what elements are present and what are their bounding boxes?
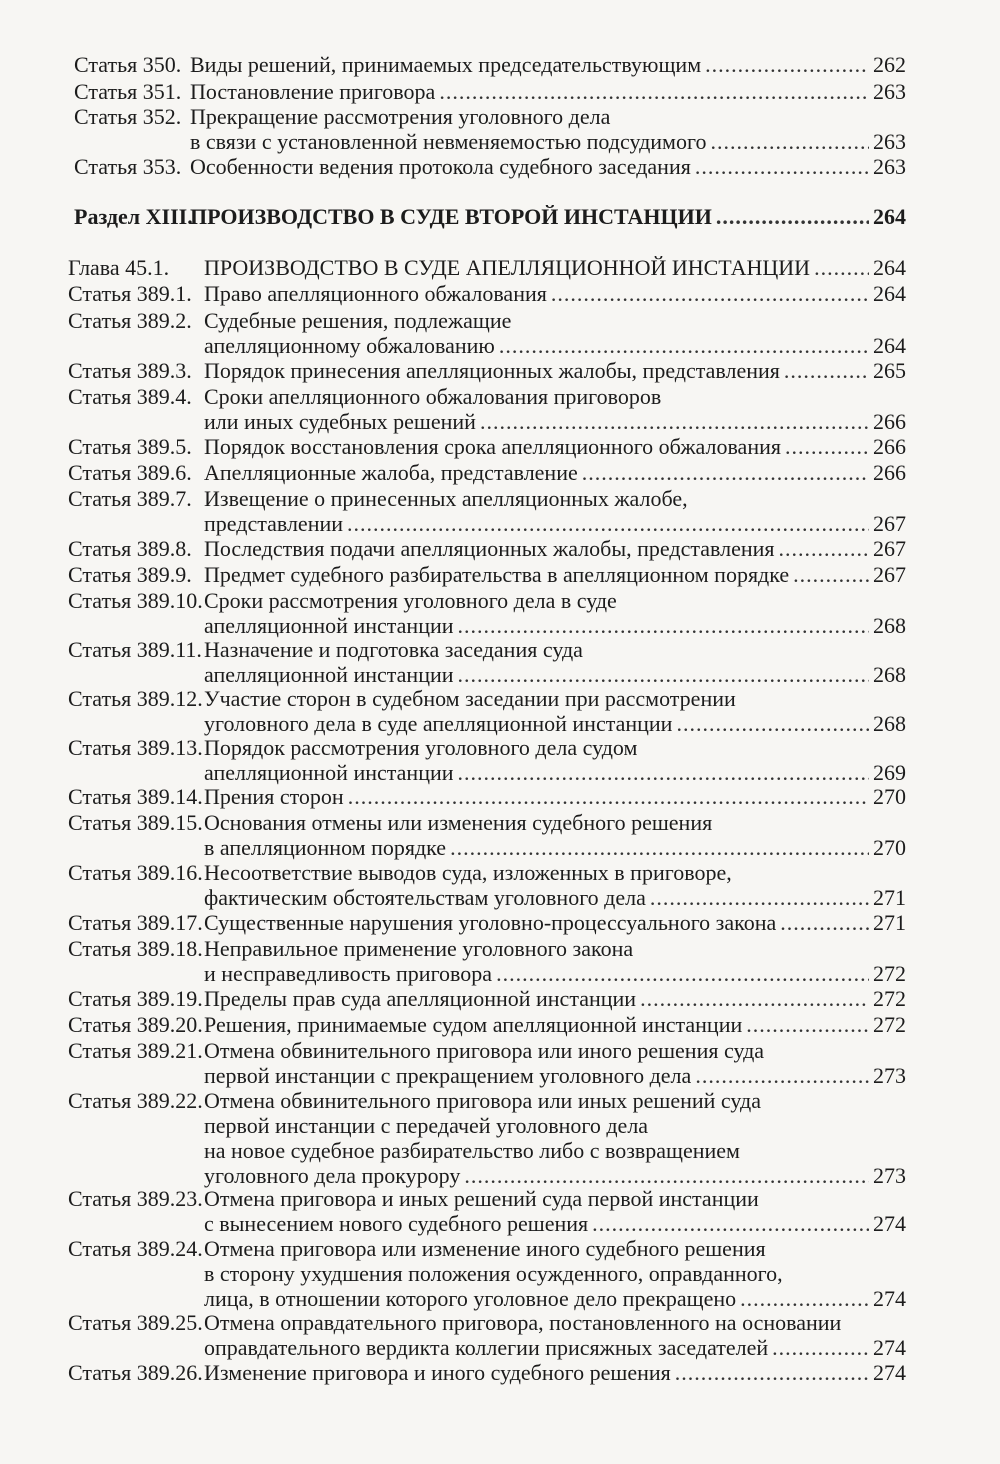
page-number: 267 — [873, 536, 906, 561]
entry-label: Статья 389.8. — [68, 536, 192, 561]
page-number: 274 — [873, 1360, 906, 1385]
entry-title-line — [190, 154, 906, 179]
dot-leader — [695, 154, 869, 179]
page-number: 265 — [873, 358, 906, 383]
page-number: 264 — [873, 333, 906, 358]
entry-title-text: Существенные нарушения уголовно-процессуального закона — [204, 910, 777, 935]
entry-title-text: ПРОИЗВОДСТВО В СУДЕ АПЕЛЛЯЦИОННОЙ ИНСТАНЦИИ — [204, 255, 811, 280]
entry-title-text: апелляционному обжалованию — [204, 333, 495, 358]
entry-title-line — [204, 986, 906, 1011]
entry-title-text: оправдательного вердикта коллегии присяжных заседателей — [204, 1335, 769, 1360]
entry-title-text: уголовного дела прокурору — [204, 1163, 461, 1188]
toc-entry — [68, 486, 906, 536]
entry-title-line — [204, 1012, 906, 1037]
page-number: 266 — [873, 409, 906, 434]
entry-label: Статья 389.11. — [68, 637, 202, 662]
dot-leader — [746, 1012, 869, 1037]
page-number: 264 — [873, 281, 906, 306]
entry-title — [204, 460, 906, 485]
dot-leader — [705, 52, 869, 77]
entry-label: Статья 389.21. — [68, 1038, 203, 1063]
page-number: 274 — [873, 1286, 906, 1311]
entry-title-text: Судебные решения, подлежащие — [204, 308, 512, 333]
entry-title-line — [190, 52, 906, 77]
entry-title — [204, 562, 906, 587]
entry-label: Статья 352. — [74, 104, 182, 129]
entry-label: Статья 389.6. — [68, 460, 192, 485]
entry-label: Статья 389.23. — [68, 1186, 203, 1211]
entry-title — [204, 735, 906, 785]
page-number: 272 — [873, 961, 906, 986]
toc-entry — [68, 536, 906, 561]
entry-title-text: Решения, принимаемые судом апелляционной инстанции — [204, 1012, 743, 1037]
dot-leader — [458, 613, 869, 638]
dot-leader — [814, 255, 869, 280]
toc-entry — [68, 686, 906, 736]
entry-title — [204, 255, 906, 280]
entry-title-line — [204, 588, 906, 613]
entry-title-line — [204, 810, 906, 835]
dot-leader — [779, 536, 870, 561]
entry-title-line — [204, 308, 906, 333]
entry-title-text: Неправильное применение уголовного закона — [204, 936, 634, 961]
entry-title-line — [204, 760, 906, 785]
entry-title-line — [204, 835, 906, 860]
entry-title-line — [204, 1088, 906, 1113]
entry-title-line — [204, 1286, 906, 1311]
entry-title-line — [190, 104, 906, 129]
entry-title-line — [204, 1186, 906, 1211]
entry-label: Статья 389.3. — [68, 358, 192, 383]
dot-leader — [675, 1360, 869, 1385]
page-number: 273 — [873, 1063, 906, 1088]
entry-title-text: ПРОИЗВОДСТВО В СУДЕ ВТОРОЙ ИНСТАНЦИИ — [190, 204, 712, 229]
entry-title-line — [204, 409, 906, 434]
entry-title-line — [204, 1335, 906, 1360]
entry-title — [204, 536, 906, 561]
entry-title-line — [204, 255, 906, 280]
toc-entry — [68, 860, 906, 910]
dot-leader — [551, 281, 869, 306]
entry-label: Статья 389.15. — [68, 810, 203, 835]
entry-label: Статья 389.16. — [68, 860, 203, 885]
entry-label: Статья 389.5. — [68, 434, 192, 459]
entry-title-text: Отмена приговора или изменение иного судебного решения — [204, 1236, 766, 1261]
entry-title-line — [204, 686, 906, 711]
entry-title-line — [204, 735, 906, 760]
toc-entry — [68, 460, 906, 485]
entry-title-text: Отмена оправдательного приговора, постановленного на основании — [204, 1310, 842, 1335]
entry-title-text: первой инстанции с передачей уголовного дела — [204, 1113, 649, 1138]
dot-leader — [458, 662, 869, 687]
toc-entry — [68, 1038, 906, 1088]
entry-title-line — [204, 1163, 906, 1188]
entry-title-line — [204, 860, 906, 885]
entry-title — [190, 52, 906, 77]
entry-title-line — [204, 1211, 906, 1236]
entry-title-text: Сроки апелляционного обжалования приговоров — [204, 384, 662, 409]
entry-label: Статья 350. — [74, 52, 182, 77]
dot-leader — [439, 79, 869, 104]
entry-title-line — [204, 662, 906, 687]
page-number: 266 — [873, 434, 906, 459]
entry-title — [204, 860, 906, 910]
page-number: 271 — [873, 910, 906, 935]
dot-leader — [458, 760, 869, 785]
toc-entry — [68, 434, 906, 459]
entry-title-line — [204, 460, 906, 485]
entry-title — [204, 1088, 906, 1188]
entry-label: Статья 389.20. — [68, 1012, 203, 1037]
entry-title-text: Виды решений, принимаемых председательствующим — [190, 52, 702, 77]
dot-leader — [480, 409, 869, 434]
entry-title-line — [204, 434, 906, 459]
entry-title — [204, 1360, 906, 1385]
entry-label: Статья 389.10. — [68, 588, 203, 613]
toc-entry — [74, 104, 906, 154]
toc-entry — [74, 52, 906, 77]
entry-title-text: апелляционной инстанции — [204, 613, 454, 638]
page-number: 269 — [873, 760, 906, 785]
toc-entry — [68, 986, 906, 1011]
entry-label: Статья 389.25. — [68, 1310, 203, 1335]
entry-title-line — [204, 961, 906, 986]
page-number: 264 — [873, 255, 906, 280]
page-number: 271 — [873, 885, 906, 910]
page-number: 263 — [873, 79, 906, 104]
entry-title — [204, 384, 906, 434]
entry-title-text: Право апелляционного обжалования — [204, 281, 547, 306]
toc-entry — [68, 281, 906, 306]
entry-title-text: Прекращение рассмотрения уголовного дела — [190, 104, 611, 129]
entry-title-line — [204, 486, 906, 511]
page-number: 273 — [873, 1163, 906, 1188]
toc-entry — [68, 735, 906, 785]
entry-title-line — [204, 637, 906, 662]
entry-title — [204, 910, 906, 935]
page-number: 266 — [873, 460, 906, 485]
entry-title-line — [204, 711, 906, 736]
toc-entry — [68, 255, 906, 280]
entry-title-line — [204, 1261, 906, 1286]
entry-label: Глава 45.1. — [68, 255, 170, 280]
entry-title — [204, 1186, 906, 1236]
toc-entry — [68, 810, 906, 860]
entry-title-text: Порядок восстановления срока апелляционного обжалования — [204, 434, 781, 459]
page-number: 270 — [873, 835, 906, 860]
entry-title-text: или иных судебных решений — [204, 409, 476, 434]
entry-label: Статья 389.12. — [68, 686, 203, 711]
entry-title-line — [204, 1360, 906, 1385]
toc-entry — [68, 1186, 906, 1236]
dot-leader — [348, 784, 869, 809]
entry-title-text: Отмена обвинительного приговора или иных решений суда — [204, 1088, 761, 1113]
dot-leader — [650, 885, 869, 910]
dot-leader — [740, 1286, 869, 1311]
entry-label: Статья 389.7. — [68, 486, 192, 511]
dot-leader — [785, 434, 869, 459]
toc-entry — [68, 588, 906, 638]
page-number: 268 — [873, 613, 906, 638]
entry-title — [190, 79, 906, 104]
entry-title-text: представлении — [204, 511, 344, 536]
entry-title-text: Особенности ведения протокола судебного заседания — [190, 154, 691, 179]
entry-title-text: на новое судебное разбирательство либо с возвращением — [204, 1138, 740, 1163]
page-number: 264 — [873, 204, 906, 229]
toc-entry — [68, 562, 906, 587]
toc-entry — [74, 79, 906, 104]
dot-leader — [464, 1163, 869, 1188]
entry-title — [204, 936, 906, 986]
entry-label: Статья 351. — [74, 79, 182, 104]
entry-title-line — [204, 1138, 906, 1163]
entry-title-text: с вынесением нового судебного решения — [204, 1211, 589, 1236]
entry-title-text: в связи с установленной невменяемостью подсудимого — [190, 129, 707, 154]
entry-title-line — [190, 79, 906, 104]
entry-title-text: Прения сторон — [204, 784, 344, 809]
entry-title — [204, 588, 906, 638]
entry-title-text: Участие сторон в судебном заседании при рассмотрении — [204, 686, 736, 711]
entry-title-text: Основания отмены или изменения судебного решения — [204, 810, 713, 835]
entry-title — [204, 637, 906, 687]
entry-title — [204, 308, 906, 358]
entry-title-line — [204, 536, 906, 561]
entry-title — [190, 154, 906, 179]
dot-leader — [772, 1335, 869, 1360]
dot-leader — [499, 333, 869, 358]
toc-entry — [68, 358, 906, 383]
toc-entry — [74, 204, 906, 229]
toc-entry — [68, 1088, 906, 1188]
toc-entry — [68, 910, 906, 935]
toc-entry — [68, 936, 906, 986]
dot-leader — [716, 204, 869, 229]
page-number: 268 — [873, 711, 906, 736]
toc-entry — [68, 1012, 906, 1037]
dot-leader — [676, 711, 869, 736]
dot-leader — [780, 910, 869, 935]
toc-entry — [68, 1360, 906, 1385]
page-number: 272 — [873, 1012, 906, 1037]
toc-entry — [68, 1236, 906, 1311]
entry-title-line — [204, 1038, 906, 1063]
entry-title-text: Порядок рассмотрения уголовного дела судом — [204, 735, 638, 760]
dot-leader — [496, 961, 869, 986]
entry-label: Статья 389.24. — [68, 1236, 203, 1261]
entry-title — [204, 281, 906, 306]
toc-entry — [68, 1310, 906, 1360]
entry-title-text: Последствия подачи апелляционных жалобы, представления — [204, 536, 775, 561]
entry-label: Статья 389.26. — [68, 1360, 203, 1385]
entry-label: Статья 389.13. — [68, 735, 203, 760]
dot-leader — [710, 129, 869, 154]
entry-title-line — [190, 129, 906, 154]
entry-title — [204, 434, 906, 459]
dot-leader — [592, 1211, 869, 1236]
entry-title-text: Порядок принесения апелляционных жалобы, представления — [204, 358, 780, 383]
entry-title-text: в сторону ухудшения положения осужденного, оправданного, — [204, 1261, 783, 1286]
page-number: 267 — [873, 511, 906, 536]
entry-title-text: апелляционной инстанции — [204, 760, 454, 785]
entry-title — [190, 204, 906, 229]
entry-label: Статья 389.2. — [68, 308, 192, 333]
entry-title-text: Изменение приговора и иного судебного решения — [204, 1360, 671, 1385]
entry-title-text: Несоответствие выводов суда, изложенных в приговоре, — [204, 860, 732, 885]
toc-entry — [74, 154, 906, 179]
entry-title-line — [204, 1236, 906, 1261]
entry-title-line — [204, 1063, 906, 1088]
entry-title-text: Отмена обвинительного приговора или иного решения суда — [204, 1038, 765, 1063]
page-number: 262 — [873, 52, 906, 77]
entry-title-text: первой инстанции с прекращением уголовного дела — [204, 1063, 692, 1088]
entry-title-text: Отмена приговора и иных решений суда первой инстанции — [204, 1186, 759, 1211]
page-number: 274 — [873, 1335, 906, 1360]
entry-title-text: апелляционной инстанции — [204, 662, 454, 687]
dot-leader — [793, 562, 869, 587]
entry-title — [204, 1012, 906, 1037]
entry-title-text: лица, в отношении которого уголовное дело прекращено — [204, 1286, 737, 1311]
entry-title — [204, 784, 906, 809]
dot-leader — [582, 460, 869, 485]
entry-title-text: Предмет судебного разбирательства в апелляционном порядке — [204, 562, 790, 587]
entry-title-line — [204, 384, 906, 409]
entry-label: Статья 389.1. — [68, 281, 192, 306]
entry-title-line — [204, 1113, 906, 1138]
toc-entry — [68, 784, 906, 809]
entry-title-line — [204, 1310, 906, 1335]
dot-leader — [695, 1063, 869, 1088]
entry-title-line — [204, 910, 906, 935]
entry-title-text: Назначение и подготовка заседания суда — [204, 637, 583, 662]
entry-title — [190, 104, 906, 154]
entry-title-text: и несправедливость приговора — [204, 961, 493, 986]
dot-leader — [640, 986, 869, 1011]
entry-title — [204, 686, 906, 736]
entry-title-line — [204, 511, 906, 536]
entry-title-text: уголовного дела в суде апелляционной инстанции — [204, 711, 673, 736]
entry-title-line — [204, 936, 906, 961]
entry-title-text: фактическим обстоятельствам уголовного дела — [204, 885, 646, 910]
dot-leader — [784, 358, 869, 383]
entry-title-text: Сроки рассмотрения уголовного дела в суде — [204, 588, 617, 613]
entry-title-text: в апелляционном порядке — [204, 835, 447, 860]
entry-title-line — [204, 562, 906, 587]
entry-title — [204, 986, 906, 1011]
entry-title-text: Постановление приговора — [190, 79, 436, 104]
page-number: 268 — [873, 662, 906, 687]
page-number: 263 — [873, 129, 906, 154]
entry-title — [204, 1236, 906, 1311]
entry-label: Статья 389.19. — [68, 986, 203, 1011]
entry-title-line — [204, 613, 906, 638]
entry-title-line — [204, 885, 906, 910]
toc-entry — [68, 637, 906, 687]
entry-title-line — [204, 358, 906, 383]
toc-entry — [68, 384, 906, 434]
entry-title-text: Апелляционные жалоба, представление — [204, 460, 578, 485]
entry-label: Статья 389.14. — [68, 784, 203, 809]
entry-label: Статья 389.9. — [68, 562, 192, 587]
entry-title — [204, 810, 906, 860]
page-number: 272 — [873, 986, 906, 1011]
entry-title-text: Извещение о принесенных апелляционных жалобе, — [204, 486, 688, 511]
entry-label: Статья 353. — [74, 154, 182, 179]
page-number: 263 — [873, 154, 906, 179]
entry-title — [204, 1310, 906, 1360]
entry-label: Статья 389.22. — [68, 1088, 203, 1113]
entry-label: Статья 389.18. — [68, 936, 203, 961]
entry-title-line — [204, 281, 906, 306]
entry-title-line — [204, 333, 906, 358]
entry-title — [204, 358, 906, 383]
dot-leader — [450, 835, 869, 860]
entry-title — [204, 486, 906, 536]
page-number: 274 — [873, 1211, 906, 1236]
page-number: 267 — [873, 562, 906, 587]
entry-label: Статья 389.17. — [68, 910, 203, 935]
entry-title — [204, 1038, 906, 1088]
entry-label: Статья 389.4. — [68, 384, 192, 409]
entry-title-line — [204, 784, 906, 809]
entry-title-line — [190, 204, 906, 229]
page-number: 270 — [873, 784, 906, 809]
entry-label: Раздел XIII. — [74, 204, 193, 229]
entry-title-text: Пределы прав суда апелляционной инстанции — [204, 986, 637, 1011]
toc-entry — [68, 308, 906, 358]
dot-leader — [347, 511, 869, 536]
